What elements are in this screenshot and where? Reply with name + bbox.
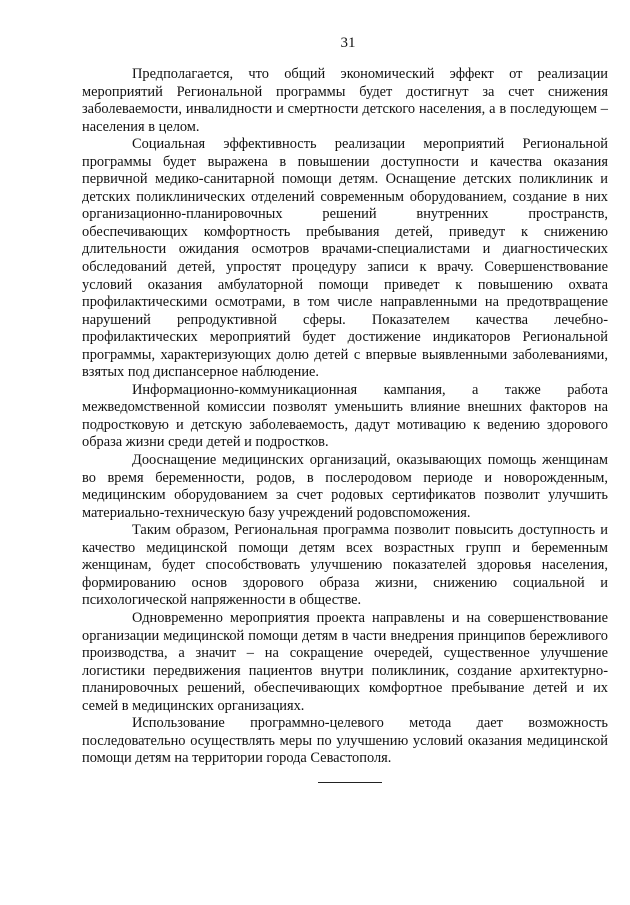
page-number: 31 [340, 35, 356, 51]
paragraph-program-method: Использование программно-целевого метода дает возможность последовательно осуществлять меры по улучшению условий оказания медицинской помощи детям на территории города Севастополя. [82, 715, 608, 767]
paragraph-information-campaign: Информационно-коммуникационная кампания, а также работа межведомственной комиссии позволят уменьшить влияние внешних факторов на подростковую и детскую заболеваемость, дадут мотивацию к ведению здорового образа жизни среди детей и подростков. [82, 381, 608, 451]
paragraph-conclusion: Таким образом, Региональная программа позволит повысить доступность и качество медицинской помощи детям всех возрастных групп и беременным женщинам, будет способствовать улучшению показателей здоровья населения, формированию основ здорового образа жизни, снижению социальной и психологической напряженности в обществе. [82, 522, 608, 609]
paragraph-social-effectiveness: Социальная эффективность реализации мероприятий Региональной программы будет выражена в повышении доступности и качества оказания первичной медико-санитарной помощи детям. Оснащение детских поликлиник и детских поликлинических отделений современным оборудованием, создание в них организационно-планировочных решений внутренних пространств, обеспечивающих комфортность пребывания детей, приведут к снижению длительности ожидания осмотров врачами-специалистами и диагностических обследований детей, упростят процедуру записи к врачу. Совершенствование условий оказания амбулаторной помощи приведет к повышению охвата профилактическими осмотрами, в том числе направленными на предотвращение нарушений репродуктивной сферы. Показателем качества лечебно-профилактических мероприятий будет достижение индикаторов Региональной программы, характеризующих долю детей с впервые выявленными заболеваниями, взятых под диспансерное наблюдение. [82, 136, 608, 381]
paragraph-economic-effect: Предполагается, что общий экономический эффект от реализации мероприятий Региональной программы будет достигнут за счет снижения заболеваемости, инвалидности и смертности детского населения, а в последующем – населения в целом. [82, 66, 608, 135]
end-divider [318, 782, 382, 783]
paragraph-equipment: Дооснащение медицинских организаций, оказывающих помощь женщинам во время беременности, родов, в послеродовом периоде и новорожденным, медицинским оборудованием за счет родовых сертификатов позволит улучшить материально-техническую базу учреждений родовспоможения. [82, 452, 608, 521]
paragraph-lean-production: Одновременно мероприятия проекта направлены и на совершенствование организации медицинской помощи детям в части внедрения принципов бережливого производства, а значит – на сокращение очередей, существенное улучшение логистики передвижения пациентов внутри поликлиник, создание архитектурно-планировочных решений, обеспечивающих комфортное пребывание детей и их семей в медицинских организациях. [82, 609, 608, 714]
